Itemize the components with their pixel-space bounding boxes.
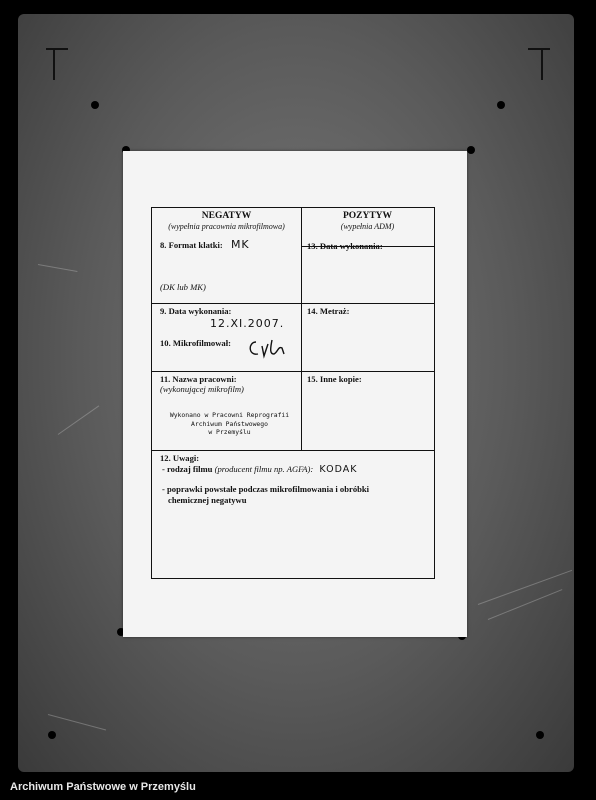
form-table <box>151 207 435 579</box>
field-12-item-1 <box>162 464 432 475</box>
field-12-item-1-hint: (producent filmu np. AGFA): <box>214 464 314 474</box>
signature-mark <box>244 336 292 360</box>
negatyw-header <box>152 211 301 232</box>
punch-dot <box>91 101 99 109</box>
pozytyw-header <box>301 211 434 232</box>
stamp-line-1: Wykonano w Pracowni Reprografii <box>169 411 290 419</box>
field-10-label: 10. Mikrofilmował: <box>160 338 231 348</box>
field-11-label: 11. Nazwa pracowni: <box>160 374 237 384</box>
corner-mark-tl <box>46 48 68 50</box>
negatyw-title: NEGATYW <box>201 211 252 221</box>
field-8 <box>160 238 300 251</box>
field-12-label: 12. Uwagi: <box>160 453 200 463</box>
field-13-label: 13. Data wykonania: <box>307 241 383 251</box>
field-8-hint: (DK lub MK) <box>160 282 206 292</box>
field-8-value: MK <box>230 238 250 251</box>
field-11-hint: (wykonującej mikrofilm) <box>160 384 244 394</box>
form-sheet <box>123 151 467 637</box>
stamp-line-3: w Przemyślu <box>208 428 251 437</box>
field-12-item-2-line-1: - poprawki powstałe podczas mikrofilmowania i obróbki <box>162 484 370 494</box>
field-12-item-1-prefix: - rodzaj filmu <box>162 464 213 474</box>
punch-dot <box>467 146 475 154</box>
negatyw-subtitle: (wypełnia pracownia mikrofilmowa) <box>168 222 285 232</box>
pracownia-stamp <box>162 411 297 437</box>
corner-mark-tr <box>528 48 550 50</box>
field-12-item-1-value: KODAK <box>319 464 358 475</box>
pozytyw-subtitle: (wypełnia ADM) <box>340 222 395 232</box>
corner-mark-tl-v <box>53 48 55 80</box>
field-9-label: 9. Data wykonania: <box>160 306 232 316</box>
punch-dot <box>536 731 544 739</box>
field-15-label: 15. Inne kopie: <box>307 374 362 384</box>
corner-mark-tr-v <box>541 48 543 80</box>
field-12-item-2-line-2: chemicznej negatywu <box>168 495 247 505</box>
stamp-line-2: Archiwum Państwowego <box>191 419 268 428</box>
punch-dot <box>497 101 505 109</box>
punch-dot <box>48 731 56 739</box>
pozytyw-title: POZYTYW <box>342 211 393 221</box>
field-8-label: 8. Format klatki: <box>160 240 223 250</box>
field-14-label: 14. Metraż: <box>307 306 350 316</box>
footer-caption: Archiwum Państwowe w Przemyślu <box>10 781 196 793</box>
field-9-value: 12.XI.2007. <box>210 317 285 330</box>
